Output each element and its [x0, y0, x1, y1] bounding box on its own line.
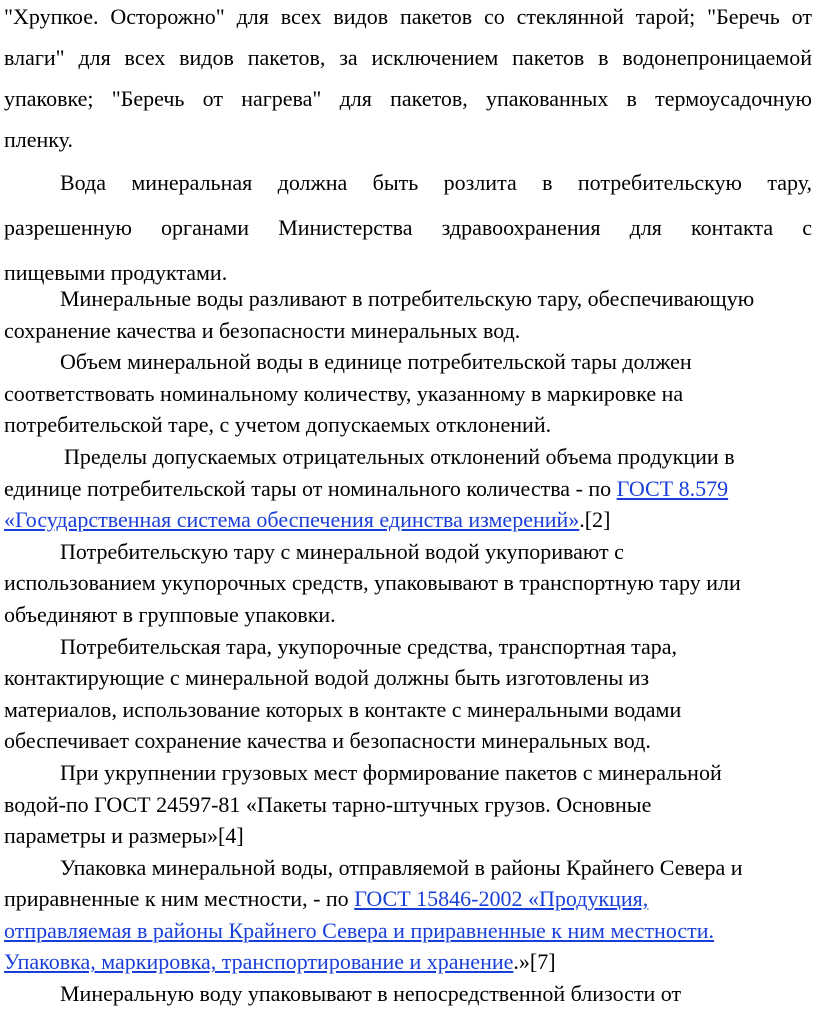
text-segment: единице потребительской тары от номинального количества - по — [4, 475, 617, 501]
paragraph-capping — [4, 536, 812, 631]
text-line: При укрупнении грузовых мест формирование пакетов с минеральной — [60, 759, 722, 785]
text-line: пищевыми продуктами. — [4, 260, 228, 285]
text-line: Объем минеральной воды в единице потребительской тары должен — [60, 349, 692, 375]
text-line: разрешенную органами Министерства здравоохранения для контакта с — [4, 215, 812, 240]
paragraph-far-north — [4, 852, 812, 978]
text-segment: приравненные к ним местности, - по — [4, 886, 355, 912]
text-line: влаги" для всех видов пакетов, за исключением пакетов в водонепроницаемой — [4, 45, 812, 70]
text-line — [4, 504, 812, 536]
reference-mark: .[2] — [579, 507, 611, 533]
paragraph-consumer-container — [4, 160, 812, 295]
text-line: объединяют в групповые упаковки. — [4, 601, 336, 627]
text-line: Потребительская тара, укупорочные средства, транспортная тара, — [60, 633, 678, 659]
text-line: материалов, использование которых в контакте с минеральными водами — [4, 696, 682, 722]
reference-mark: .»[7] — [513, 949, 556, 975]
gost-15846-link-end[interactable]: Упаковка, маркировка, транспортирование и хранение — [4, 949, 514, 975]
text-line: параметры и размеры»[4] — [4, 823, 244, 849]
paragraph-volume — [4, 346, 812, 441]
paragraph-packets — [4, 757, 812, 852]
gost-8-579-link[interactable]: ГОСТ 8.579 — [616, 475, 729, 501]
text-line: сохранение качества и безопасности минеральных вод. — [4, 317, 521, 343]
text-line — [4, 946, 812, 978]
paragraph-bottling — [4, 283, 812, 346]
paragraph-marking-labels — [4, 0, 812, 160]
document-body — [4, 283, 812, 1010]
text-line: "Хрупкое. Осторожно" для всех видов пакетов со стеклянной тарой; "Беречь от — [4, 4, 812, 29]
text-line: упаковке; "Беречь от нагрева" для пакетов, упакованных в термоусадочную — [4, 86, 812, 111]
text-line: Пределы допускаемых отрицательных отклонений объема продукции в — [64, 443, 735, 469]
text-line: пленку. — [4, 127, 73, 152]
paragraph-materials — [4, 631, 812, 757]
text-line: Потребительскую тару с минеральной водой укупоривают с — [60, 538, 624, 564]
paragraph-deviation-limits — [4, 441, 812, 536]
text-line: соответствовать номинальному количеству, указанному в маркировке на — [4, 380, 684, 406]
text-line: водой-по ГОСТ 24597-81 «Пакеты тарно-штучных грузов. Основные — [4, 791, 652, 817]
text-line — [4, 883, 812, 915]
gost-8-579-link-title[interactable]: «Государственная система обеспечения единства измерений» — [4, 507, 580, 533]
text-line — [4, 915, 812, 947]
gost-15846-link-cont[interactable]: отправляемая в районы Крайнего Севера и приравненные к ним местности. — [4, 917, 715, 943]
text-line: Упаковка минеральной воды, отправляемой в районы Крайнего Севера и — [60, 854, 743, 880]
text-line: обеспечивает сохранение качества и безопасности минеральных вод. — [4, 728, 651, 754]
text-line — [4, 473, 812, 505]
text-line: использованием укупорочных средств, упаковывают в транспортную тару или — [4, 570, 741, 596]
gost-15846-link[interactable]: ГОСТ 15846-2002 «Продукция, — [354, 886, 649, 912]
text-line: Минеральные воды разливают в потребительскую тару, обеспечивающую — [60, 286, 755, 311]
text-line: Минеральную воду упаковывают в непосредственной близости от — [60, 981, 682, 1007]
text-line: потребительской таре, с учетом допускаемых отклонений. — [4, 412, 552, 438]
text-line: Вода минеральная должна быть розлита в потребительскую тару, — [60, 170, 812, 195]
paragraph-packing-location — [4, 978, 812, 1010]
text-line: контактирующие с минеральной водой должны быть изготовлены из — [4, 665, 650, 691]
